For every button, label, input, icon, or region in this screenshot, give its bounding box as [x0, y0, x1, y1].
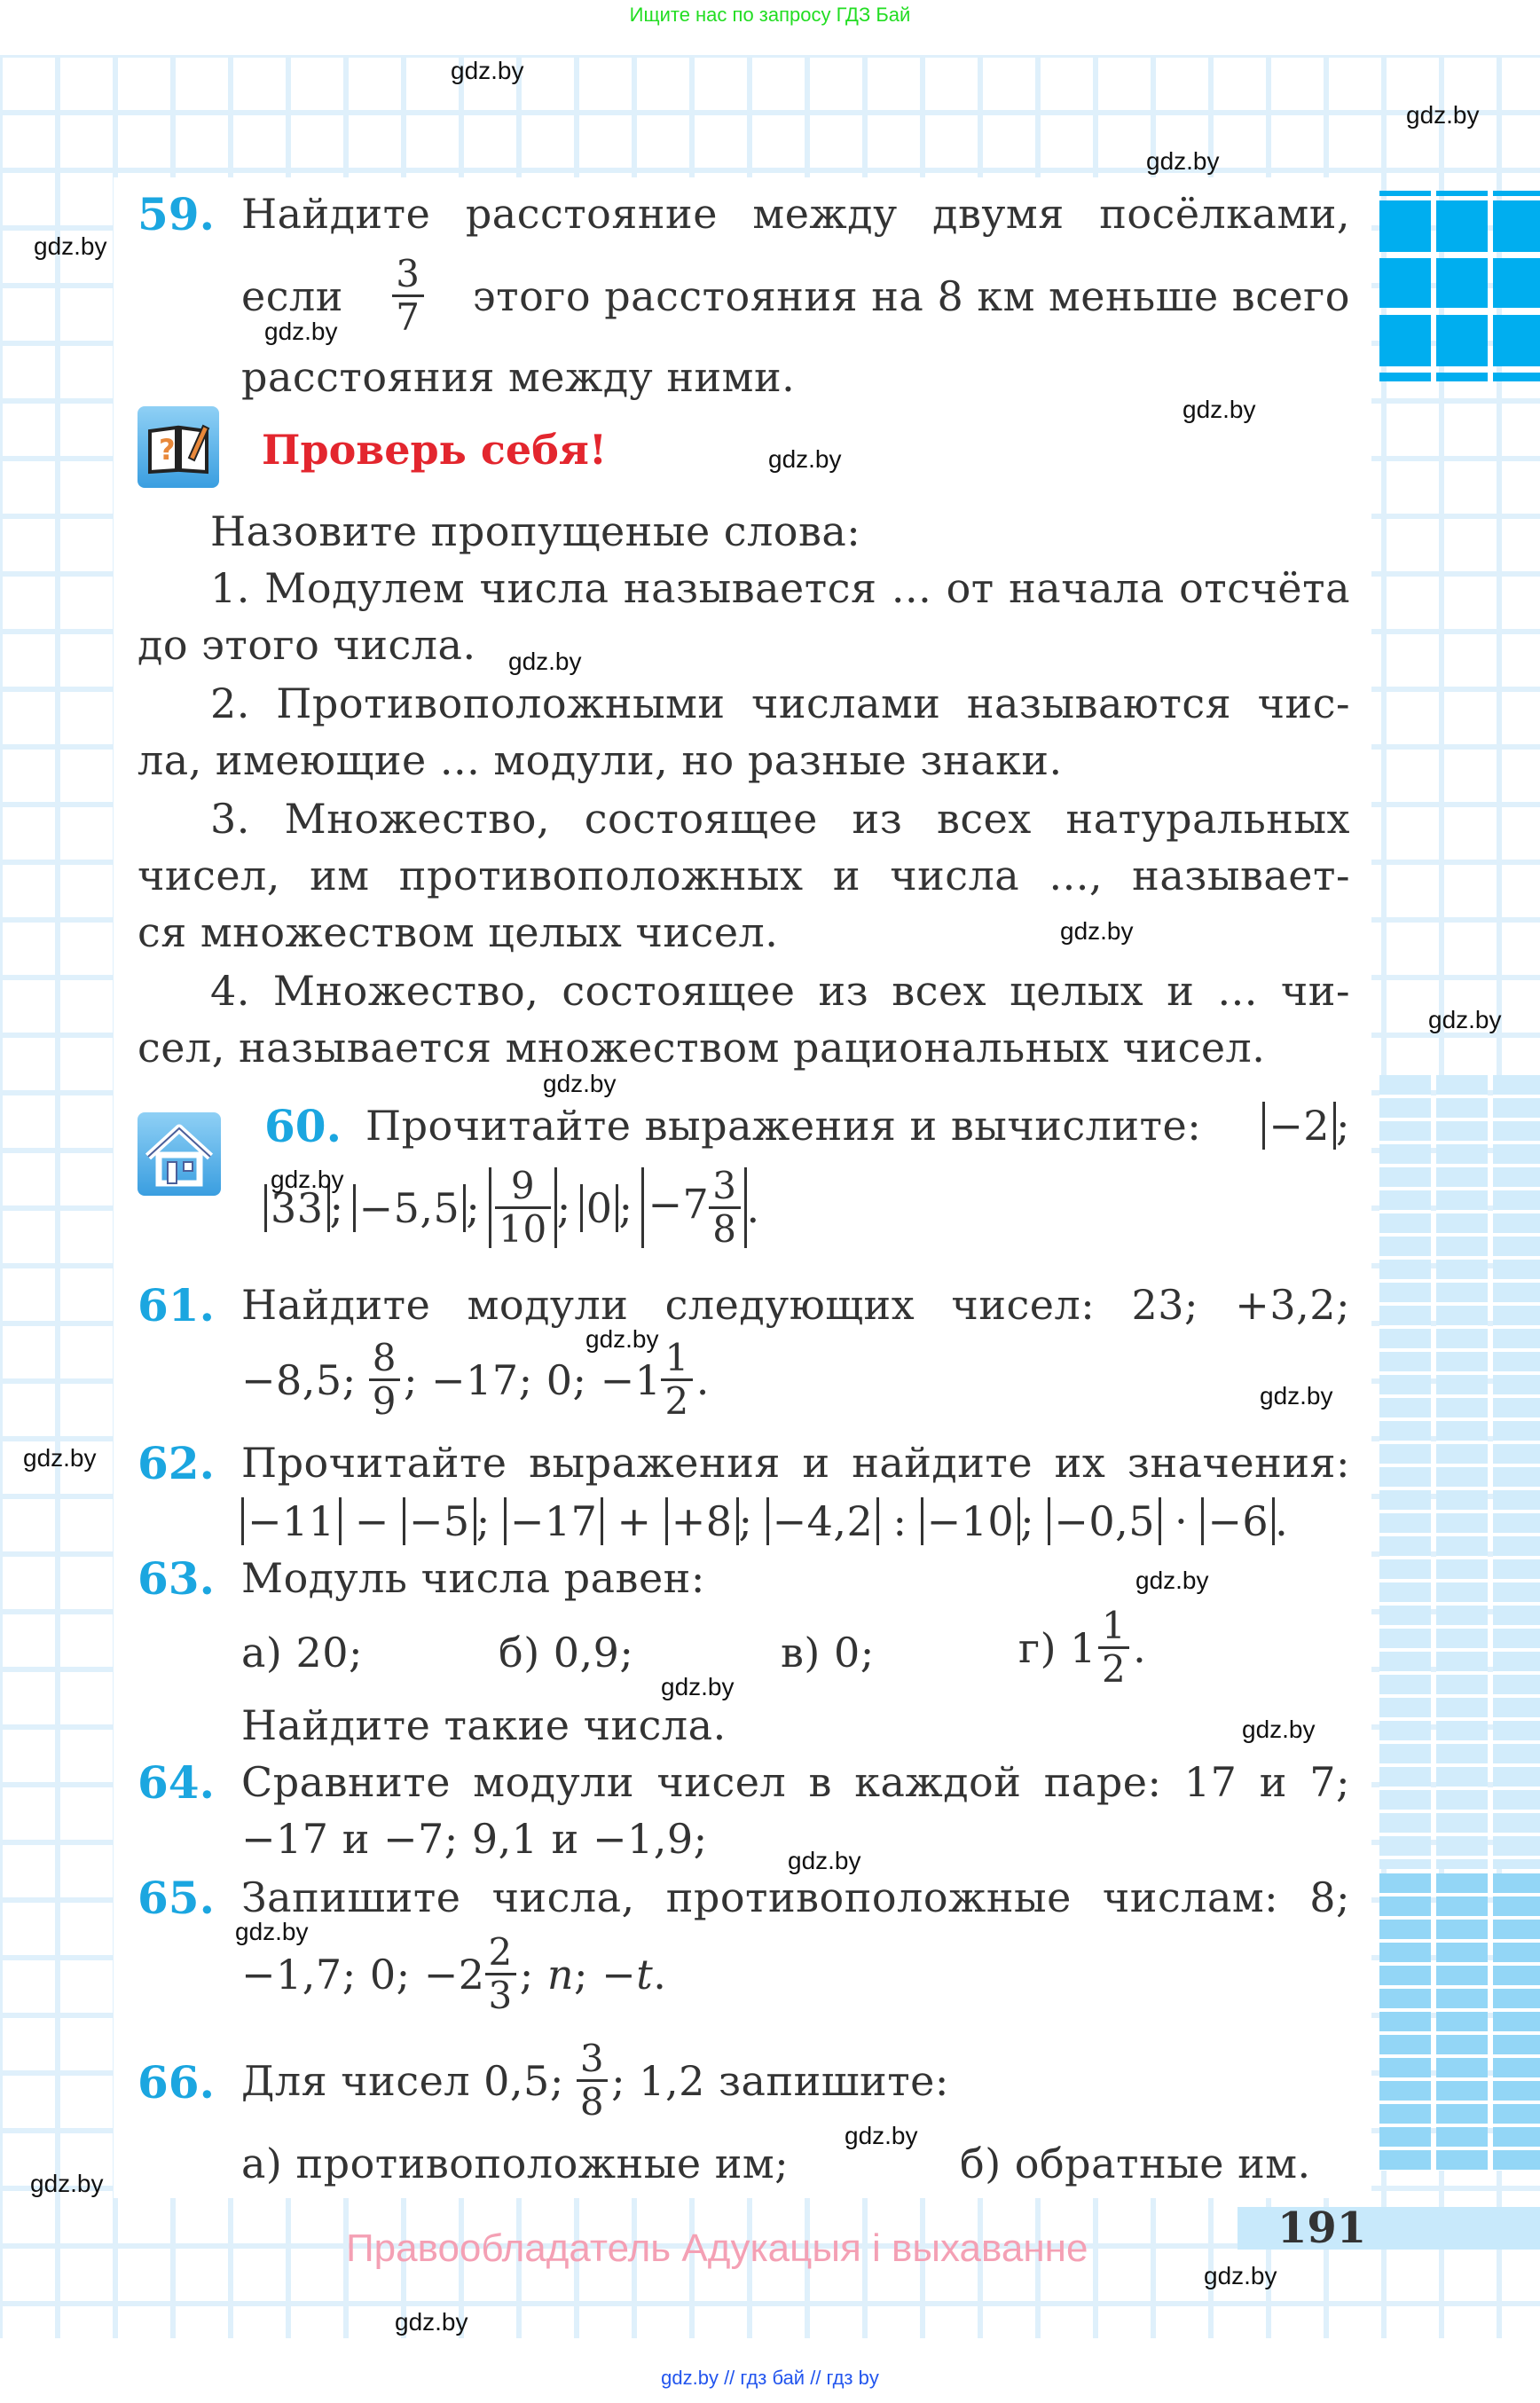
watermark: gdz.by — [768, 445, 842, 473]
watermark: gdz.by — [271, 1166, 344, 1193]
task-59-text: если — [241, 271, 343, 320]
watermark: gdz.by — [1242, 1716, 1316, 1743]
top-banner: Ищите нас по запросу ГДЗ Бай — [629, 4, 911, 26]
task-66-line-1: Для чисел 0,5; $\frac{3}{8}$ ; 1,2 запишите: — [241, 2037, 949, 2124]
task-64-line-2: −17 и −7; 9,1 и −1,9; — [241, 1815, 708, 1863]
task-60-line-1: Прочитайте выражения и вычислите: −2 ; — [365, 1102, 1350, 1150]
watermark: gdz.by — [1428, 1006, 1502, 1033]
task-66-option-a: а) противоположные им; — [241, 2140, 790, 2187]
watermark: gdz.by — [23, 1444, 97, 1472]
watermark: gdz.by — [543, 1070, 617, 1097]
task-66-option-b: б) обратные им. — [960, 2140, 1311, 2187]
task-59-text: этого расстояния на 8 км меньше всего — [472, 271, 1350, 320]
task-63-option-a: а) 20; — [241, 1629, 364, 1677]
watermark: gdz.by — [1406, 101, 1480, 129]
check-item-4-line-2: сел, называется множеством рациональных чисел. — [138, 1024, 1266, 1072]
watermark: gdz.by — [788, 1847, 861, 1874]
task-61-number: 61. — [138, 1279, 215, 1331]
book-question-icon — [138, 406, 219, 488]
task-62-line-2: −11 − −5 ; −17 + +8 ; −4,2 : −10 ; −0,5 · −6 . — [241, 1497, 1288, 1545]
task-63-option-g: г) 1 $\frac{1}{2}$ . — [1018, 1604, 1147, 1691]
check-item-4-line-1: 4. Множество, состоящее из всех целых и ... чи- — [210, 967, 1350, 1015]
svg-text:?: ? — [159, 433, 176, 467]
watermark: gdz.by — [508, 648, 582, 675]
task-59-line-2 — [241, 252, 1350, 339]
check-item-2-line-1: 2. Противоположными числами называются чис- — [210, 679, 1350, 727]
watermark: gdz.by — [235, 1918, 309, 1945]
rights-holder-notice: Правообладатель Адукацыя і выхаванне — [346, 2226, 1088, 2270]
home-icon — [138, 1112, 221, 1196]
watermark: gdz.by — [845, 2122, 918, 2149]
watermark: gdz.by — [1146, 147, 1220, 175]
task-61-line-1: Найдите модули следующих чисел: 23; +3,2; — [241, 1281, 1350, 1329]
check-item-1-line-1: 1. Модулем числа называется ... от начала отсчёта — [210, 564, 1350, 612]
abs-fraction: $\frac{9}{10}$ — [489, 1167, 556, 1248]
watermark: gdz.by — [30, 2170, 104, 2197]
check-item-3-line-3: ся множеством целых чисел. — [138, 908, 779, 956]
watermark: gdz.by — [585, 1325, 659, 1353]
task-65-number: 65. — [138, 1872, 215, 1924]
task-64-line-1: Сравните модули чисел в каждой паре: 17 и 7; — [241, 1758, 1350, 1806]
check-item-3-line-2: чисел, им противоположных и числа ..., называет- — [138, 852, 1350, 899]
watermark: gdz.by — [34, 232, 107, 260]
task-65-line-2: −1,7; 0; −2 $\frac{2}{3}$ ; n ; − t . — [241, 1930, 667, 2017]
fraction-3-7: $\frac{3}{7}$ — [392, 255, 423, 336]
check-intro: Назовите пропущеные слова: — [210, 507, 861, 555]
task-65-line-1: Запишите числа, противоположные числам: 8; — [241, 1873, 1350, 1921]
task-59-line-1: Найдите расстояние между двумя посёлками, — [241, 190, 1350, 238]
watermark: gdz.by — [1260, 1382, 1333, 1410]
task-64-number: 64. — [138, 1756, 215, 1809]
task-63-option-b: б) 0,9; — [499, 1629, 634, 1677]
watermark: gdz.by — [1182, 396, 1256, 423]
check-item-3-line-1: 3. Множество, состоящее из всех натуральных — [210, 795, 1350, 843]
task-62-line-1: Прочитайте выражения и найдите их значения: — [241, 1439, 1350, 1487]
watermark: gdz.by — [451, 57, 524, 84]
task-63-option-v: в) 0; — [781, 1629, 875, 1677]
watermark: gdz.by — [395, 2308, 468, 2336]
task-63-number: 63. — [138, 1552, 215, 1605]
task-66-number: 66. — [138, 2056, 215, 2109]
watermark: gdz.by — [1060, 917, 1134, 945]
abs-expr: −2 ; — [1262, 1102, 1350, 1150]
bottom-banner: gdz.by // гдз бай // гдз by — [661, 2367, 879, 2389]
check-item-2-line-2: ла, имеющие ... модули, но разные знаки. — [138, 736, 1063, 784]
page-number: 191 — [1277, 2203, 1367, 2253]
task-59-line-3: расстояния между ними. — [241, 353, 796, 401]
task-60-line-2: 33 ; −5,5 ; $\frac{9}{10}$ ; 0 ; −7 $\frac{3}{8}$ . — [264, 1167, 760, 1248]
abs-mixed-number: −7 $\frac{3}{8}$ — [641, 1167, 746, 1248]
task-59-number: 59. — [138, 188, 215, 240]
watermark: gdz.by — [1204, 2262, 1277, 2289]
watermark: gdz.by — [1135, 1567, 1209, 1594]
watermark: gdz.by — [264, 318, 338, 345]
task-60-number: 60. — [264, 1100, 342, 1152]
check-item-1-line-2: до этого числа. — [138, 621, 476, 669]
task-61-line-2: −8,5; $\frac{8}{9}$ ; −17; 0; −1 $\frac{1}{2}$ . — [241, 1336, 710, 1423]
task-63-line-1: Модуль числа равен: — [241, 1554, 705, 1602]
task-62-number: 62. — [138, 1437, 215, 1489]
watermark: gdz.by — [661, 1673, 735, 1700]
check-yourself-title: Проверь себя! — [262, 426, 608, 474]
decorative-column — [1379, 0, 1540, 2403]
task-63-line-3: Найдите такие числа. — [241, 1701, 727, 1749]
